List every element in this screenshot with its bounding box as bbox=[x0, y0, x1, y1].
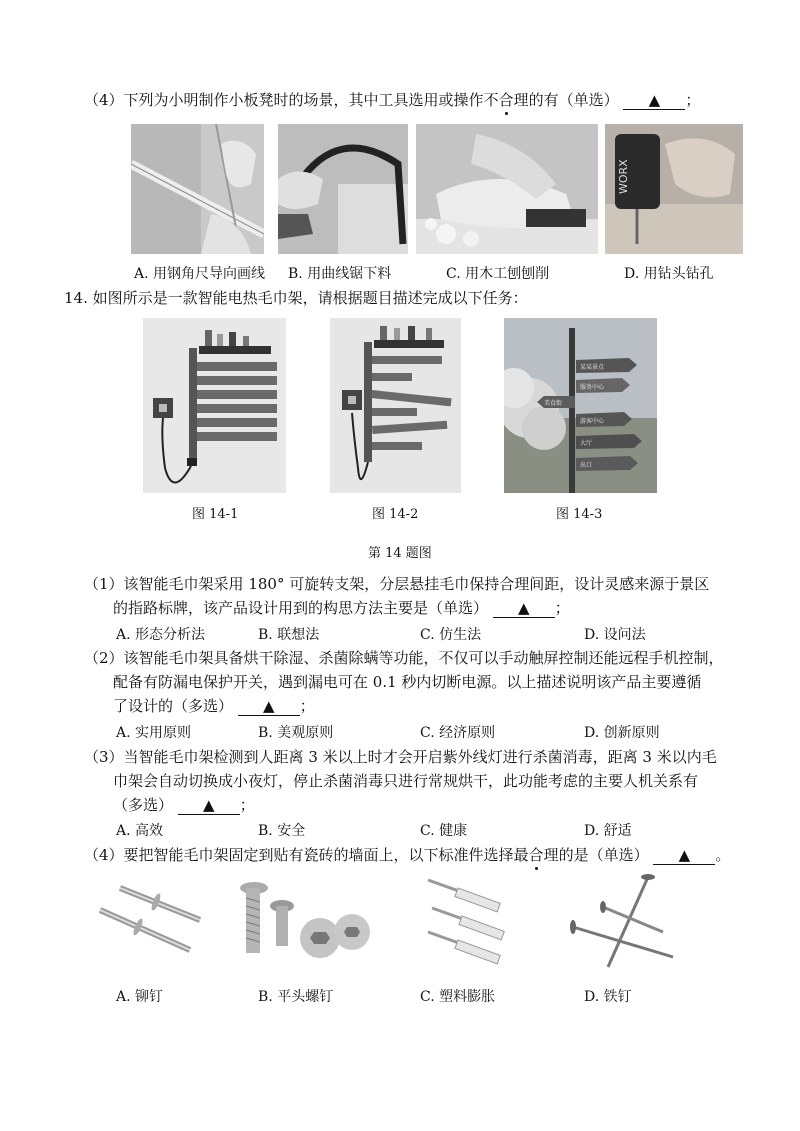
flat-head-screw-image bbox=[232, 878, 372, 970]
option-d[interactable]: D. 创新原则 bbox=[584, 725, 660, 741]
signpost-label-1: 某某景点 bbox=[580, 364, 605, 371]
stem-text: （多选） bbox=[113, 796, 174, 814]
q14-part3-line3 bbox=[113, 794, 255, 816]
answer-blank[interactable] bbox=[178, 796, 240, 815]
triangle-mark: ▲ bbox=[203, 796, 215, 814]
signpost-label-2: 服务中心 bbox=[580, 384, 605, 391]
flat-head-screw-icon bbox=[232, 878, 372, 970]
svg-text:WORX: WORX bbox=[617, 159, 630, 194]
q14-part2-line2: 配备有防漏电保护开关，遇到漏电可在 0.1 秒内切断电源。以上描述说明该产品主要遵循 bbox=[113, 673, 702, 691]
option-d[interactable]: D. 舒适 bbox=[584, 823, 632, 839]
photo-drill bbox=[605, 124, 743, 254]
stem-text: 的指路标牌，该产品设计用到的构思方法主要是（单选） bbox=[113, 599, 489, 617]
option-c[interactable]: C. 塑料膨胀 bbox=[420, 989, 496, 1005]
punctuation: ； bbox=[554, 599, 570, 617]
towel-rack-closed-image bbox=[143, 318, 286, 493]
triangle-mark: ▲ bbox=[518, 599, 530, 617]
option-a[interactable]: A. 用钢角尺导向画线 bbox=[134, 266, 266, 282]
question-14-title: 14. 如图所示是一款智能电热毛巾架，请根据题目描述完成以下任务： bbox=[64, 289, 528, 307]
figure-14-1 bbox=[143, 318, 286, 493]
option-a[interactable]: A. 形态分析法 bbox=[116, 627, 206, 643]
punctuation: ； bbox=[685, 91, 701, 109]
triangle-mark: ▲ bbox=[648, 91, 661, 109]
stem-text: （4）要把智能毛巾架固定到贴有瓷砖的墙面上，以下标准件选择 bbox=[84, 846, 514, 864]
option-c[interactable]: C. 仿生法 bbox=[420, 627, 482, 643]
option-a[interactable]: A. 高效 bbox=[116, 823, 164, 839]
q13-part4-stem bbox=[84, 89, 700, 111]
stem-text: 了设计的（多选） bbox=[113, 697, 234, 715]
option-c[interactable]: C. 经济原则 bbox=[420, 725, 496, 741]
q14-part1-line1: （1）该智能毛巾架采用 180° 可旋转支架，分层悬挂毛巾保持合理间距，设计灵感来源于景区 bbox=[84, 575, 710, 593]
signpost-image bbox=[504, 318, 657, 493]
figure-title: 第 14 题图 bbox=[368, 546, 432, 561]
triangle-mark: ▲ bbox=[263, 697, 275, 715]
punctuation: ； bbox=[239, 796, 255, 814]
coping-saw-image bbox=[278, 124, 408, 254]
photo-wood-plane bbox=[416, 124, 598, 254]
triangle-mark: ▲ bbox=[678, 846, 691, 864]
option-c[interactable]: C. 健康 bbox=[420, 823, 468, 839]
emphasis-text bbox=[484, 91, 529, 109]
option-b[interactable]: B. 美观原则 bbox=[258, 725, 334, 741]
signpost-label-6: 出口 bbox=[580, 462, 593, 469]
answer-blank[interactable] bbox=[653, 846, 715, 865]
signpost-label-3: 美食街 bbox=[544, 400, 563, 407]
drill-image bbox=[605, 124, 743, 254]
stem-text-end: 的是（单选） bbox=[558, 846, 649, 864]
emphasized-word: 最合理 bbox=[513, 846, 559, 864]
signpost-label-5: 大厅 bbox=[580, 440, 593, 447]
caption-fig-14-1: 图 14-1 bbox=[192, 507, 239, 522]
square-ruler-image bbox=[131, 124, 264, 254]
option-a[interactable]: A. 实用原则 bbox=[116, 725, 192, 741]
photo-square-ruler bbox=[131, 124, 264, 254]
q14-part3-line2: 巾架会自动切换成小夜灯，停止杀菌消毒只进行常规烘干，此功能考虑的主要人机关系有 bbox=[113, 772, 699, 790]
answer-blank[interactable] bbox=[238, 697, 300, 716]
rivet-icon bbox=[90, 880, 205, 970]
q14-part4-stem bbox=[84, 844, 730, 866]
iron-nail-icon bbox=[568, 872, 678, 972]
q14-part2-line1: （2）该智能毛巾架具备烘干除湿、杀菌除螨等功能，不仅可以手动触屏控制还能远程手机控制， bbox=[84, 649, 724, 667]
q14-part3-line1: （3）当智能毛巾架检测到人距离 3 米以上时才会开启紫外线灯进行杀菌消毒，距离 3 米以内毛 bbox=[84, 748, 717, 766]
caption-fig-14-3: 图 14-3 bbox=[556, 507, 603, 522]
rivet-image bbox=[90, 880, 205, 970]
q14-part1-line2 bbox=[113, 597, 570, 619]
towel-rack-rotated-image bbox=[330, 318, 461, 493]
option-b[interactable]: B. 平头螺钉 bbox=[258, 989, 334, 1005]
option-d[interactable]: D. 用钻头钻孔 bbox=[624, 266, 714, 282]
punctuation: 。 bbox=[715, 846, 731, 864]
punctuation: ； bbox=[299, 697, 315, 715]
option-d[interactable]: D. 铁钉 bbox=[584, 989, 632, 1005]
option-d[interactable]: D. 设问法 bbox=[584, 627, 646, 643]
q14-part2-line3 bbox=[113, 695, 315, 717]
option-b[interactable]: B. 用曲线锯下料 bbox=[288, 266, 392, 282]
answer-blank[interactable] bbox=[493, 599, 555, 618]
figure-14-3 bbox=[504, 318, 657, 493]
wood-plane-image bbox=[416, 124, 598, 254]
option-b[interactable]: B. 联想法 bbox=[258, 627, 320, 643]
photo-coping-saw bbox=[278, 124, 408, 254]
option-b[interactable]: B. 安全 bbox=[258, 823, 306, 839]
option-c[interactable]: C. 用木工刨刨削 bbox=[446, 266, 550, 282]
answer-blank[interactable] bbox=[623, 91, 685, 110]
stem-text-end: 的有（单选） bbox=[528, 91, 619, 109]
emphasized-word: 不合理 bbox=[483, 91, 529, 109]
iron-nail-image bbox=[568, 872, 678, 972]
caption-fig-14-2: 图 14-2 bbox=[372, 507, 419, 522]
stem-text: （4）下列为小明制作小板凳时的场景，其中工具选用或操作 bbox=[84, 91, 484, 109]
plastic-anchor-icon bbox=[418, 870, 518, 970]
signpost-label-4: 游客中心 bbox=[580, 418, 605, 425]
figure-14-2 bbox=[330, 318, 461, 493]
option-a[interactable]: A. 铆钉 bbox=[116, 989, 164, 1005]
plastic-anchor-image bbox=[418, 870, 518, 970]
